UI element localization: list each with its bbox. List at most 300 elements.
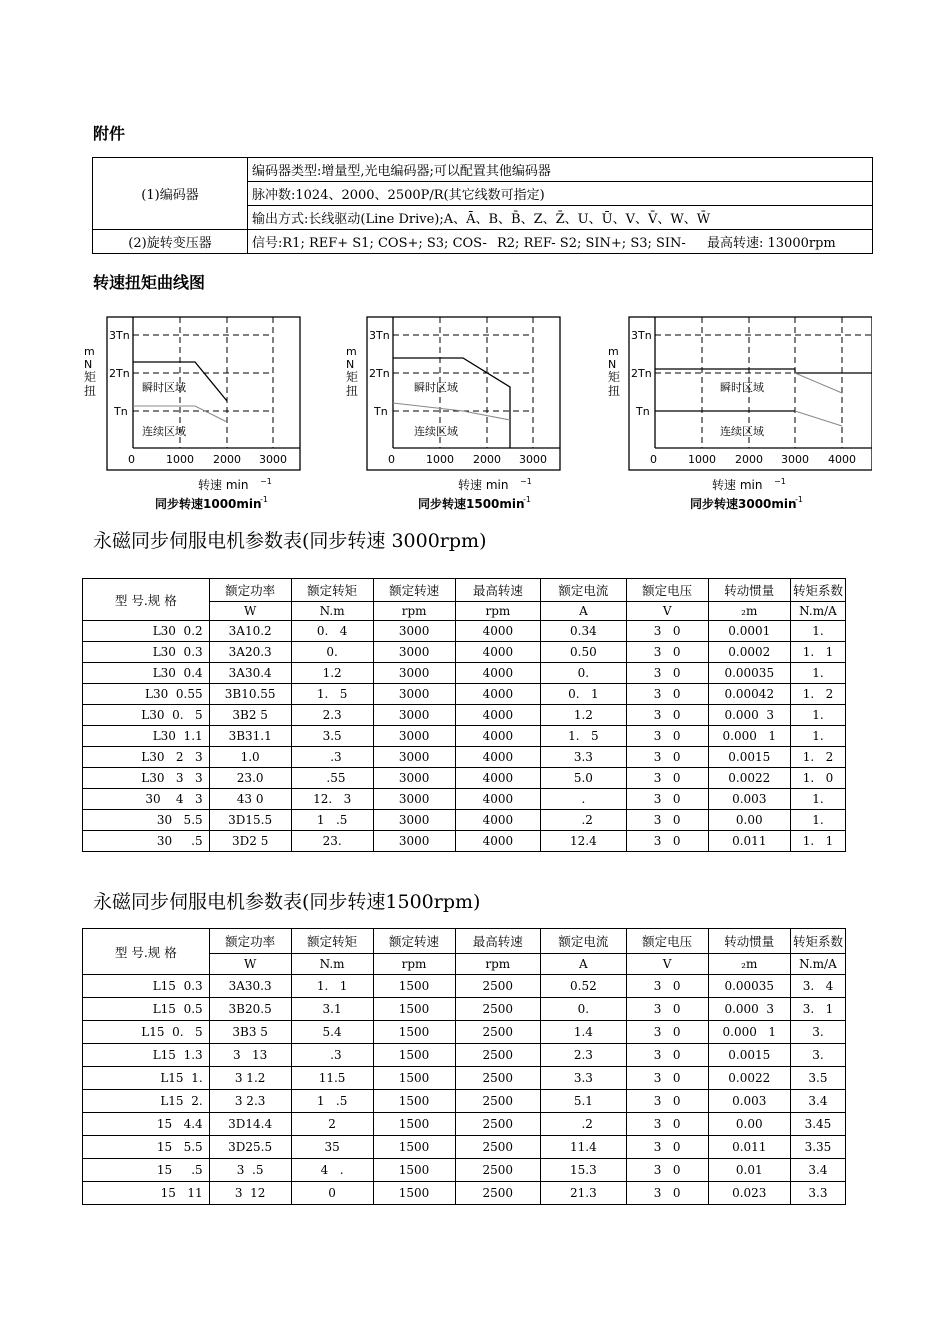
caption-exp: -1 xyxy=(523,495,531,504)
value-cell: 0.34 xyxy=(541,621,627,642)
torque-curve-1500 xyxy=(340,312,570,517)
value-cell: 12. 3 xyxy=(291,789,373,810)
column-unit: V xyxy=(626,954,708,975)
resolver-label: (2)旋转变压器 xyxy=(93,230,248,254)
xtick-2000: 2000 xyxy=(473,453,501,466)
value-cell: 1500 xyxy=(373,1113,455,1136)
heading-curves: 转速扭矩曲线图 xyxy=(93,273,206,292)
column-unit: V xyxy=(626,602,708,621)
value-cell: 5.4 xyxy=(291,1021,373,1044)
value-cell: 3 0 xyxy=(626,831,708,852)
x-unit: 转速 min xyxy=(712,478,763,492)
value-cell: 1500 xyxy=(373,1159,455,1182)
xtick-4000: 4000 xyxy=(828,453,856,466)
value-cell: 2500 xyxy=(455,998,541,1021)
value-cell: 3A10.2 xyxy=(209,621,291,642)
region-bottom: 连续区域 xyxy=(414,425,458,438)
value-cell: 0.011 xyxy=(708,831,790,852)
encoder-output: 输出方式:长线驱动(Line Drive);A、Ā、B、B̄、Z、Z̄、U、Ū、V、V̄、W、W̄ xyxy=(248,206,873,230)
value-cell: 1. xyxy=(790,621,845,642)
value-cell: 4000 xyxy=(455,642,541,663)
ytick-tn: Tn xyxy=(374,405,388,418)
column-header: 额定转矩 xyxy=(291,579,373,602)
value-cell: 1. xyxy=(790,810,845,831)
model-cell: L15 1. xyxy=(83,1067,210,1090)
value-cell: 3B31.1 xyxy=(209,726,291,747)
value-cell: 12.4 xyxy=(541,831,627,852)
value-cell: 1. xyxy=(790,789,845,810)
value-cell: 3 0 xyxy=(626,1044,708,1067)
xtick-2000: 2000 xyxy=(213,453,241,466)
value-cell: 3 12 xyxy=(209,1182,291,1205)
column-header: 额定功率 xyxy=(209,579,291,602)
ytick-3tn: 3Tn xyxy=(631,329,652,342)
value-cell: 0. xyxy=(541,663,627,684)
value-cell: 1 .5 xyxy=(291,810,373,831)
value-cell: 3000 xyxy=(373,705,455,726)
table-row xyxy=(83,1090,846,1113)
value-cell: 15.3 xyxy=(541,1159,627,1182)
xtick-1000: 1000 xyxy=(426,453,454,466)
table-row xyxy=(83,747,846,768)
value-cell: 1500 xyxy=(373,1136,455,1159)
xtick-0: 0 xyxy=(388,453,395,466)
value-cell: 1. 2 xyxy=(790,684,845,705)
value-cell: 3 0 xyxy=(626,789,708,810)
value-cell: 3 0 xyxy=(626,705,708,726)
value-cell: 1.0 xyxy=(209,747,291,768)
column-header: 转动惯量 xyxy=(708,579,790,602)
xtick-1000: 1000 xyxy=(166,453,194,466)
column-unit: W xyxy=(209,954,291,975)
accessory-table xyxy=(92,157,873,254)
value-cell: 0.0002 xyxy=(708,642,790,663)
value-cell: 11.4 xyxy=(541,1136,627,1159)
value-cell: 1. 2 xyxy=(790,747,845,768)
value-cell: 3 0 xyxy=(626,1182,708,1205)
column-unit: N.m xyxy=(291,954,373,975)
ylabel-n: N xyxy=(346,358,355,371)
value-cell: 3. xyxy=(790,1044,845,1067)
value-cell: 3 0 xyxy=(626,684,708,705)
value-cell: 0.00042 xyxy=(708,684,790,705)
value-cell: 3 0 xyxy=(626,810,708,831)
ylabel-ju: 矩 xyxy=(608,370,621,384)
ylabel-niu: 扭 xyxy=(608,384,621,398)
xtick-3000: 3000 xyxy=(259,453,287,466)
value-cell: 1. 5 xyxy=(291,684,373,705)
x-unit: 转速 min xyxy=(458,478,509,492)
ylabel-m: m xyxy=(346,345,357,358)
model-cell: 30 .5 xyxy=(83,831,210,852)
value-cell: 1. xyxy=(790,705,845,726)
table-1500-title: 永磁同步伺服电机参数表(同步转速1500rpm) xyxy=(93,891,481,913)
model-cell: L30 2 3 xyxy=(83,747,210,768)
model-cell: 15 4.4 xyxy=(83,1113,210,1136)
value-cell: 0. 4 xyxy=(291,621,373,642)
table-row xyxy=(83,1021,846,1044)
value-cell: 3.4 xyxy=(790,1090,845,1113)
region-top: 瞬时区域 xyxy=(720,381,764,394)
value-cell: 2.3 xyxy=(541,1044,627,1067)
column-unit: ₂m xyxy=(708,602,790,621)
table-row xyxy=(83,621,846,642)
value-cell: 1. 0 xyxy=(790,768,845,789)
value-cell: 0.52 xyxy=(541,975,627,998)
encoder-pulses: 脉冲数:1024、2000、2500P/R(其它线数可指定) xyxy=(248,182,873,206)
value-cell: 3 0 xyxy=(626,1021,708,1044)
value-cell: 3 0 xyxy=(626,1113,708,1136)
value-cell: 3 2.3 xyxy=(209,1090,291,1113)
column-header: 额定电压 xyxy=(626,579,708,602)
table-row xyxy=(83,1113,846,1136)
model-cell: L30 0.3 xyxy=(83,642,210,663)
value-cell: 1500 xyxy=(373,1182,455,1205)
value-cell: 2500 xyxy=(455,1159,541,1182)
value-cell: 2500 xyxy=(455,1136,541,1159)
value-cell: 3000 xyxy=(373,789,455,810)
column-header: 额定电流 xyxy=(541,929,627,954)
value-cell: 4000 xyxy=(455,663,541,684)
ytick-tn: Tn xyxy=(114,405,128,418)
ylabel-m: m xyxy=(84,345,95,358)
value-cell: 1. 1 xyxy=(790,642,845,663)
column-header: 额定转速 xyxy=(373,579,455,602)
value-cell: 0.00 xyxy=(708,1113,790,1136)
value-cell: 2500 xyxy=(455,1044,541,1067)
value-cell: 1500 xyxy=(373,1090,455,1113)
value-cell: 1 .5 xyxy=(291,1090,373,1113)
column-unit: rpm xyxy=(455,954,541,975)
value-cell: 3.3 xyxy=(541,1067,627,1090)
value-cell: 3000 xyxy=(373,726,455,747)
column-unit: ₂m xyxy=(708,954,790,975)
ytick-2tn: 2Tn xyxy=(631,367,652,380)
value-cell: 0.0001 xyxy=(708,621,790,642)
model-cell: L30 1.1 xyxy=(83,726,210,747)
value-cell: 0 xyxy=(291,1182,373,1205)
value-cell: 3.5 xyxy=(291,726,373,747)
xtick-1000: 1000 xyxy=(688,453,716,466)
ylabel-niu: 扭 xyxy=(346,384,359,398)
value-cell: 2500 xyxy=(455,1021,541,1044)
column-unit: A xyxy=(541,954,627,975)
value-cell: 1500 xyxy=(373,1067,455,1090)
value-cell: .3 xyxy=(291,747,373,768)
value-cell: 2500 xyxy=(455,1113,541,1136)
value-cell: 0.0015 xyxy=(708,747,790,768)
table-row xyxy=(83,1159,846,1182)
param-table-3000 xyxy=(82,578,846,852)
value-cell: 0. xyxy=(291,642,373,663)
value-cell: 3.4 xyxy=(790,1159,845,1182)
value-cell: 4000 xyxy=(455,831,541,852)
xtick-2000: 2000 xyxy=(735,453,763,466)
column-header: 转矩系数 xyxy=(790,579,845,602)
model-header: 型 号.规 格 xyxy=(83,579,210,621)
value-cell: 3. 4 xyxy=(790,975,845,998)
model-cell: L30 0.55 xyxy=(83,684,210,705)
value-cell: 0.000 3 xyxy=(708,998,790,1021)
ytick-tn: Tn xyxy=(636,405,650,418)
value-cell: 3 0 xyxy=(626,747,708,768)
x-unit-exp: −1 xyxy=(260,477,272,486)
table-row xyxy=(83,1067,846,1090)
column-unit: W xyxy=(209,602,291,621)
model-cell: L15 0. 5 xyxy=(83,1021,210,1044)
value-cell: 3.35 xyxy=(790,1136,845,1159)
value-cell: 3 0 xyxy=(626,663,708,684)
column-header: 最高转速 xyxy=(455,929,541,954)
value-cell: 3A20.3 xyxy=(209,642,291,663)
ylabel-n: N xyxy=(608,358,617,371)
column-unit: N.m/A xyxy=(790,602,845,621)
model-cell: 15 11 xyxy=(83,1182,210,1205)
model-cell: L15 0.3 xyxy=(83,975,210,998)
value-cell: 3000 xyxy=(373,810,455,831)
table-row xyxy=(83,642,846,663)
column-header: 转动惯量 xyxy=(708,929,790,954)
value-cell: 3 0 xyxy=(626,642,708,663)
value-cell: 0.003 xyxy=(708,1090,790,1113)
column-unit: A xyxy=(541,602,627,621)
value-cell: 21.3 xyxy=(541,1182,627,1205)
torque-curve-1000 xyxy=(80,312,310,517)
value-cell: 1500 xyxy=(373,998,455,1021)
value-cell: 4000 xyxy=(455,621,541,642)
value-cell: 3 13 xyxy=(209,1044,291,1067)
caption-exp: -1 xyxy=(260,495,268,504)
value-cell: 3B20.5 xyxy=(209,998,291,1021)
region-top: 瞬时区域 xyxy=(414,381,458,394)
resolver-signal: 信号:R1; REF+ S1; COS+; S3; COS- xyxy=(252,236,487,251)
value-cell: 4000 xyxy=(455,705,541,726)
value-cell: 11.5 xyxy=(291,1067,373,1090)
encoder-type: 编码器类型:增量型,光电编码器;可以配置其他编码器 xyxy=(248,158,873,182)
value-cell: 3 0 xyxy=(626,1067,708,1090)
region-top: 瞬时区域 xyxy=(142,381,186,394)
value-cell: 3B2 5 xyxy=(209,705,291,726)
value-cell: .3 xyxy=(291,1044,373,1067)
model-cell: 30 5.5 xyxy=(83,810,210,831)
value-cell: 35 xyxy=(291,1136,373,1159)
table-row xyxy=(83,1044,846,1067)
value-cell: 3D14.4 xyxy=(209,1113,291,1136)
caption: 同步转速3000min xyxy=(690,497,797,511)
value-cell: 3 0 xyxy=(626,1159,708,1182)
value-cell: 4000 xyxy=(455,789,541,810)
value-cell: 2500 xyxy=(455,1090,541,1113)
torque-curve-3000 xyxy=(602,312,872,517)
value-cell: 0.000 1 xyxy=(708,726,790,747)
model-cell: L30 0.2 xyxy=(83,621,210,642)
table-row xyxy=(83,663,846,684)
ytick-3tn: 3Tn xyxy=(369,329,390,342)
value-cell: 3D25.5 xyxy=(209,1136,291,1159)
value-cell: 4000 xyxy=(455,768,541,789)
region-bottom: 连续区域 xyxy=(142,425,186,438)
model-cell: 15 5.5 xyxy=(83,1136,210,1159)
value-cell: 3B3 5 xyxy=(209,1021,291,1044)
value-cell: 3D2 5 xyxy=(209,831,291,852)
value-cell: 1.2 xyxy=(291,663,373,684)
resolver-speed: 最高转速: 13000rpm xyxy=(707,236,836,251)
value-cell: 1500 xyxy=(373,975,455,998)
value-cell: 3 0 xyxy=(626,621,708,642)
value-cell: 0.000 3 xyxy=(708,705,790,726)
value-cell: 0.0022 xyxy=(708,768,790,789)
column-header: 转矩系数 xyxy=(790,929,845,954)
value-cell: 3000 xyxy=(373,684,455,705)
x-unit-exp: −1 xyxy=(520,477,532,486)
value-cell: .2 xyxy=(541,810,627,831)
model-cell: 30 4 3 xyxy=(83,789,210,810)
ylabel-n: N xyxy=(84,358,93,371)
value-cell: 1.2 xyxy=(541,705,627,726)
value-cell: 4 . xyxy=(291,1159,373,1182)
value-cell: 3000 xyxy=(373,642,455,663)
model-cell: L30 0.4 xyxy=(83,663,210,684)
value-cell: 3 0 xyxy=(626,998,708,1021)
value-cell: 3 .5 xyxy=(209,1159,291,1182)
table-row xyxy=(83,1136,846,1159)
column-unit: rpm xyxy=(373,602,455,621)
value-cell: 4000 xyxy=(455,747,541,768)
value-cell: 3 0 xyxy=(626,1090,708,1113)
column-header: 额定转矩 xyxy=(291,929,373,954)
value-cell: 1. xyxy=(790,663,845,684)
value-cell: 2 xyxy=(291,1113,373,1136)
table-row xyxy=(83,705,846,726)
value-cell: 0.00035 xyxy=(708,975,790,998)
value-cell: 0.0015 xyxy=(708,1044,790,1067)
ylabel-ju: 矩 xyxy=(84,370,97,384)
value-cell: 3000 xyxy=(373,747,455,768)
value-cell: 2500 xyxy=(455,1067,541,1090)
encoder-label: (1)编码器 xyxy=(93,158,248,230)
model-cell: L30 3 3 xyxy=(83,768,210,789)
value-cell: 3000 xyxy=(373,621,455,642)
ylabel-ju: 矩 xyxy=(346,370,359,384)
model-cell: L15 2. xyxy=(83,1090,210,1113)
value-cell: 3000 xyxy=(373,768,455,789)
x-unit: 转速 min xyxy=(198,478,249,492)
model-cell: L30 0. 5 xyxy=(83,705,210,726)
value-cell: 3.3 xyxy=(790,1182,845,1205)
table-row xyxy=(83,768,846,789)
value-cell: 5.1 xyxy=(541,1090,627,1113)
value-cell: 3D15.5 xyxy=(209,810,291,831)
column-unit: N.m/A xyxy=(790,954,845,975)
table-row xyxy=(83,810,846,831)
table-row xyxy=(83,998,846,1021)
ytick-2tn: 2Tn xyxy=(109,367,130,380)
column-unit: N.m xyxy=(291,602,373,621)
value-cell: 23. xyxy=(291,831,373,852)
value-cell: 0. xyxy=(541,998,627,1021)
value-cell: 3.1 xyxy=(291,998,373,1021)
region-bottom: 连续区域 xyxy=(720,425,764,438)
resolver-signal-cell xyxy=(248,230,873,254)
value-cell: 4000 xyxy=(455,684,541,705)
value-cell: 3.45 xyxy=(790,1113,845,1136)
value-cell: 3.3 xyxy=(541,747,627,768)
value-cell: 3 0 xyxy=(626,726,708,747)
model-cell: 15 .5 xyxy=(83,1159,210,1182)
ytick-3tn: 3Tn xyxy=(109,329,130,342)
value-cell: 0.00 xyxy=(708,810,790,831)
value-cell: . xyxy=(541,789,627,810)
value-cell: 3.5 xyxy=(790,1067,845,1090)
value-cell: 0.0022 xyxy=(708,1067,790,1090)
column-header: 额定转速 xyxy=(373,929,455,954)
value-cell: 1.4 xyxy=(541,1021,627,1044)
value-cell: 4000 xyxy=(455,726,541,747)
value-cell: 0.50 xyxy=(541,642,627,663)
caption: 同步转速1500min xyxy=(418,497,525,511)
value-cell: 0.00035 xyxy=(708,663,790,684)
ytick-2tn: 2Tn xyxy=(369,367,390,380)
value-cell: 5.0 xyxy=(541,768,627,789)
value-cell: 23.0 xyxy=(209,768,291,789)
xtick-3000: 3000 xyxy=(519,453,547,466)
value-cell: 2500 xyxy=(455,975,541,998)
value-cell: 3 1.2 xyxy=(209,1067,291,1090)
model-cell: L15 0.5 xyxy=(83,998,210,1021)
table-3000-title: 永磁同步伺服电机参数表(同步转速 3000rpm) xyxy=(93,530,487,552)
value-cell: 3A30.4 xyxy=(209,663,291,684)
xtick-3000: 3000 xyxy=(781,453,809,466)
table-row xyxy=(83,684,846,705)
value-cell: 1. 1 xyxy=(291,975,373,998)
value-cell: 3 0 xyxy=(626,1136,708,1159)
value-cell: .55 xyxy=(291,768,373,789)
ylabel-niu: 扭 xyxy=(84,384,97,398)
ylabel-m: m xyxy=(608,345,619,358)
heading-accessory: 附件 xyxy=(93,124,126,143)
value-cell: 3B10.55 xyxy=(209,684,291,705)
column-header: 额定电压 xyxy=(626,929,708,954)
value-cell: 1. 5 xyxy=(541,726,627,747)
value-cell: 0.011 xyxy=(708,1136,790,1159)
value-cell: 0. 1 xyxy=(541,684,627,705)
value-cell: 3A30.3 xyxy=(209,975,291,998)
model-cell: L15 1.3 xyxy=(83,1044,210,1067)
value-cell: 3000 xyxy=(373,831,455,852)
value-cell: 3. 1 xyxy=(790,998,845,1021)
value-cell: 1. 1 xyxy=(790,831,845,852)
value-cell: 0.000 1 xyxy=(708,1021,790,1044)
column-unit: rpm xyxy=(373,954,455,975)
value-cell: .2 xyxy=(541,1113,627,1136)
value-cell: 0.023 xyxy=(708,1182,790,1205)
value-cell: 0.01 xyxy=(708,1159,790,1182)
value-cell: 3. xyxy=(790,1021,845,1044)
value-cell: 1. xyxy=(790,726,845,747)
xtick-0: 0 xyxy=(128,453,135,466)
table-row xyxy=(83,831,846,852)
value-cell: 1500 xyxy=(373,1044,455,1067)
value-cell: 2.3 xyxy=(291,705,373,726)
model-header: 型 号.规 格 xyxy=(83,929,210,975)
value-cell: 43 0 xyxy=(209,789,291,810)
column-header: 额定电流 xyxy=(541,579,627,602)
table-row xyxy=(83,975,846,998)
caption: 同步转速1000min xyxy=(155,497,262,511)
table-row xyxy=(83,1182,846,1205)
value-cell: 4000 xyxy=(455,810,541,831)
caption-exp: -1 xyxy=(795,495,803,504)
